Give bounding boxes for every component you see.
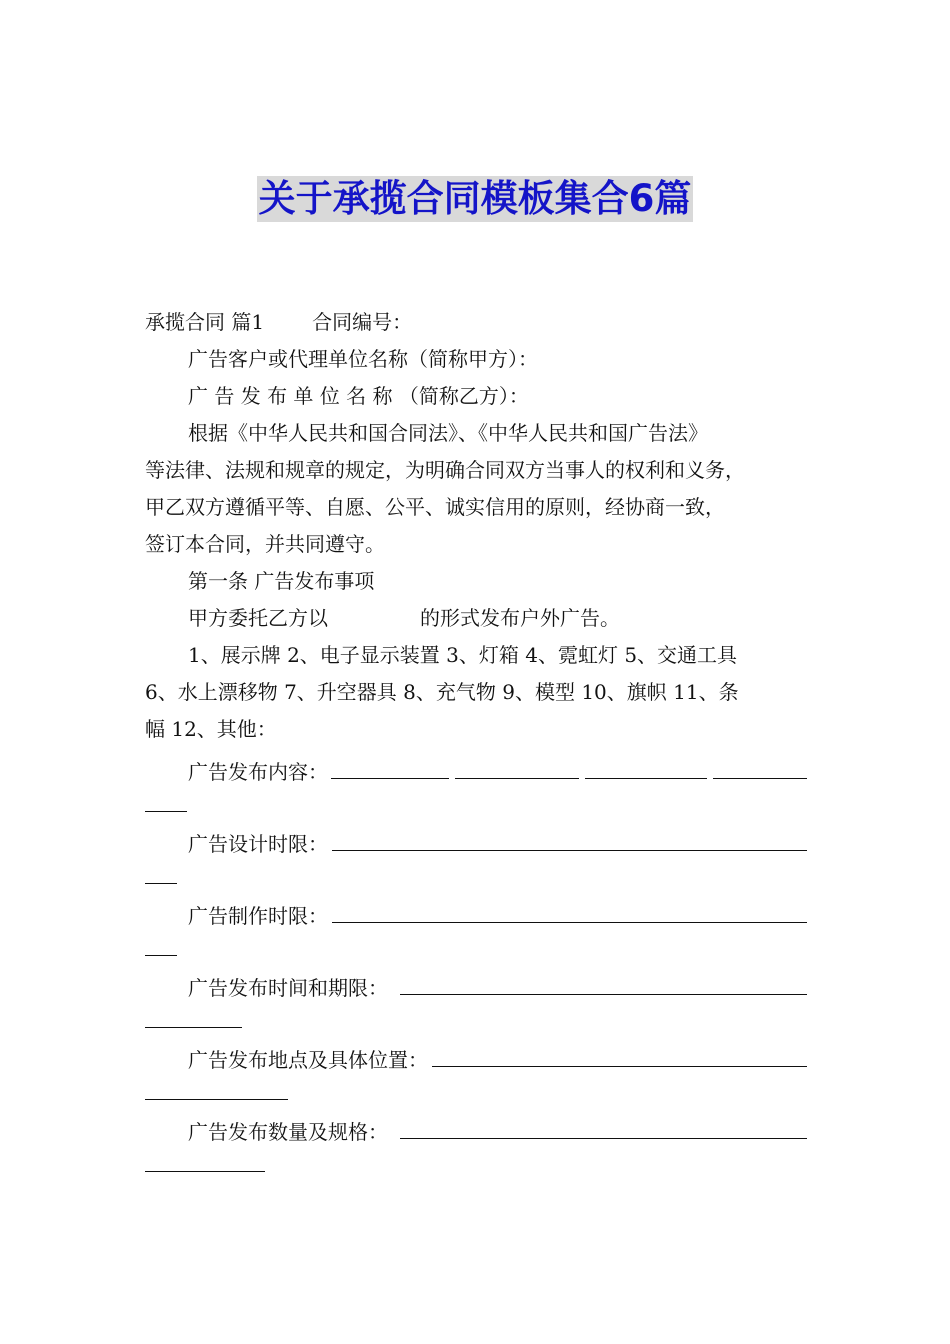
blank-line: [331, 752, 449, 779]
blank-line: [145, 1077, 288, 1100]
intro-paragraph-line-2: 等法律、法规和规章的规定，为明确合同双方当事人的权利和义务，: [145, 458, 745, 482]
blank-line: [585, 752, 707, 779]
field-content-continuation: [145, 789, 807, 824]
field-production-row: [145, 896, 807, 933]
heading-line: [145, 304, 807, 341]
blank-line: [145, 933, 177, 956]
contract-number-label: 合同编号：: [312, 310, 413, 334]
document-title: 关于承揽合同模板集合6篇: [258, 177, 692, 220]
blank-line: [145, 1149, 265, 1172]
intro-paragraph-line-4: 签订本合同，并共同遵守。: [145, 532, 385, 556]
party-a-line: 广告客户或代理单位名称（简称甲方）：: [188, 347, 538, 371]
party-b-line: 广 告 发 布 单 位 名 称 （简称乙方）：: [188, 384, 529, 408]
field-quantity-label: 广告发布数量及规格：: [188, 1120, 388, 1144]
blank-line: [145, 789, 187, 812]
blank-line: [713, 752, 807, 779]
section-heading: 承揽合同 篇1: [145, 310, 265, 334]
field-period-row: [145, 968, 807, 1005]
options-line-1: 1、展示牌 2、电子显示装置 3、灯箱 4、霓虹灯 5、交通工具: [188, 643, 738, 667]
blank-line: [145, 1005, 242, 1028]
field-location-row: [145, 1040, 807, 1077]
options-line-3: 幅 12、其他：: [145, 717, 277, 741]
field-quantity-row: [145, 1112, 807, 1149]
entrust-text-b: 的形式发布户外广告。: [420, 606, 620, 630]
field-content-row: [145, 752, 807, 789]
field-location-label: 广告发布地点及具体位置：: [188, 1048, 428, 1072]
document-body: [145, 304, 807, 1184]
field-location-continuation: [145, 1077, 807, 1112]
field-quantity-continuation: [145, 1149, 807, 1184]
blank-line: [145, 861, 177, 884]
field-period-label: 广告发布时间和期限：: [188, 976, 388, 1000]
title-container: [0, 176, 950, 222]
field-production-continuation: [145, 933, 807, 968]
field-content-label: 广告发布内容：: [188, 760, 328, 784]
blank-line: [332, 824, 807, 851]
blank-line: [432, 1040, 807, 1067]
field-design-label: 广告设计时限：: [188, 832, 328, 856]
field-design-row: [145, 824, 807, 861]
options-line-2: 6、水上漂移物 7、升空器具 8、充气物 9、模型 10、旗帜 11、条: [145, 680, 739, 704]
intro-paragraph-line-3: 甲乙双方遵循平等、自愿、公平、诚实信用的原则，经协商一致，: [145, 495, 725, 519]
blank-line: [332, 896, 807, 923]
field-production-label: 广告制作时限：: [188, 904, 328, 928]
field-period-continuation: [145, 1005, 807, 1040]
blank-line: [455, 752, 579, 779]
field-design-continuation: [145, 861, 807, 896]
article-1-heading: 第一条 广告发布事项: [188, 569, 375, 593]
entrust-line: [145, 600, 807, 637]
intro-paragraph-line-1: 根据《中华人民共和国合同法》、《中华人民共和国广告法》: [188, 421, 708, 445]
blank-line: [400, 1112, 807, 1139]
blank-line: [400, 968, 807, 995]
entrust-text-a: 甲方委托乙方以: [188, 606, 328, 630]
